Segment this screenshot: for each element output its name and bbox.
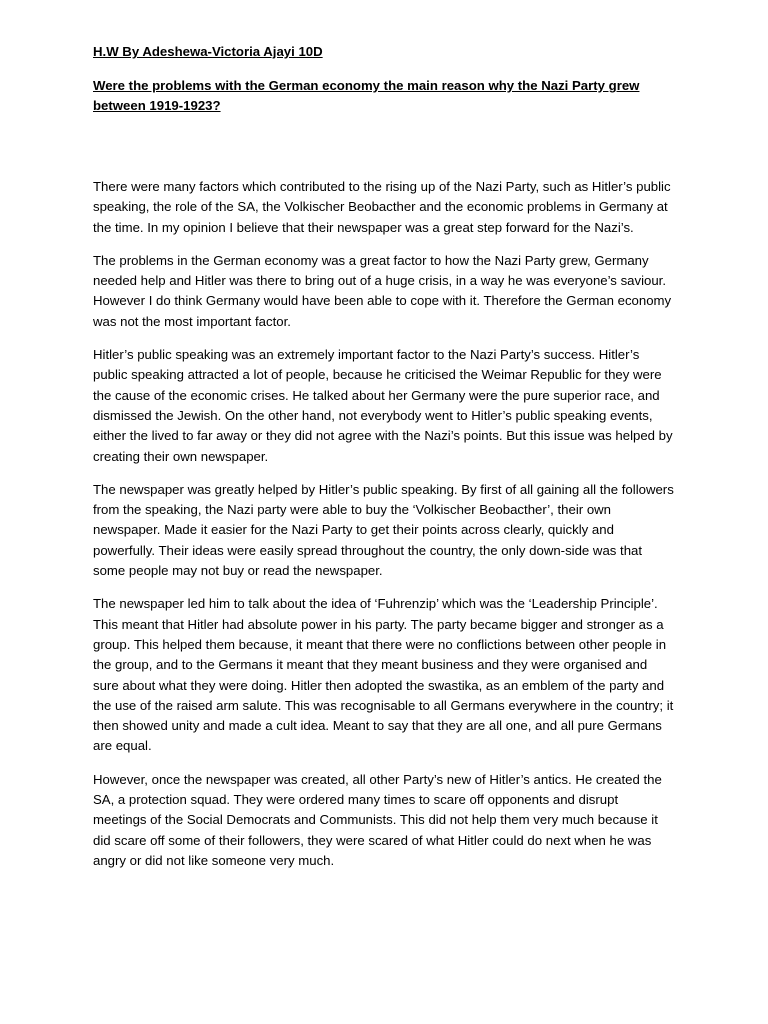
paragraph-6: However, once the newspaper was created, all other Party’s new of Hitler’s antics. He created the SA, a protection squad. They were ordered many times to scare off opponents and disrupt meetings of the Social Democrats and Communists. This did not help them very much because it did scare off some of their followers, they were scared of what Hitler could do next when he was angry or did not like someone very much.: [93, 771, 662, 868]
paragraph-5: The newspaper led him to talk about the idea of ‘Fuhrenzip’ which was the ‘Leadership Principle’. This meant that Hitler had absolute power in his party. The party became bigger and stronger as a group. This helped them because, it meant that there were no conflictions between other people in the group, and to the Germans it meant that they meant business and they were organised and sure about what they were doing. Hitler then adopted the swastika, as an emblem of the party and the use of the raised arm salute. This was recognisable to all Germans everywhere in the country; it then showed unity and made a cult idea. Meant to say that they are all one, and all pure Germans are equal.: [93, 596, 674, 754]
paragraph-4: The newspaper was greatly helped by Hitler’s public speaking. By first of all gaining all the followers from the speaking, the Nazi party were able to buy the ‘Volkischer Beobacther’, their own newspaper. Made it easier for the Nazi Party to get their points across clearly, quickly and powerfully. Their ideas were easily spread throughout the country, the only down-side was that some people may not buy or read the newspaper.: [93, 481, 674, 579]
question-heading: Were the problems with the German economy the main reason why the Nazi Party grew between 1919-1923?: [93, 78, 640, 114]
paragraph-1: There were many factors which contributed to the rising up of the Nazi Party, such as Hitler’s public speaking, the role of the SA, the Volkischer Beobacther and the economic problems in Germany at the time. In my opinion I believe that their newspaper was a great step forward for the Nazi’s.: [93, 179, 671, 235]
author-line: H.W By Adeshewa-Victoria Ajayi 10D: [93, 44, 323, 59]
paragraph-3: Hitler’s public speaking was an extremely important factor to the Nazi Party’s success. Hitler’s public speaking attracted a lot of people, because he criticised the Weimar Republic for they were the cause of the economic crises. He talked about her Germany were the pure superior race, and dismissed the Jewish. On the other hand, not everybody went to Hitler’s public speaking events, either the lived to far away or they did not agree with the Nazi’s points. But this issue was helped by creating their own newspaper.: [93, 347, 673, 464]
paragraph-2: The problems in the German economy was a great factor to how the Nazi Party grew, Germany needed help and Hitler was there to bring out of a huge crisis, in a way he was everyone’s saviour. However I do think Germany would have been able to cope with it. Therefore the German economy was not the most important factor.: [93, 252, 672, 329]
essay-body: [93, 177, 675, 884]
